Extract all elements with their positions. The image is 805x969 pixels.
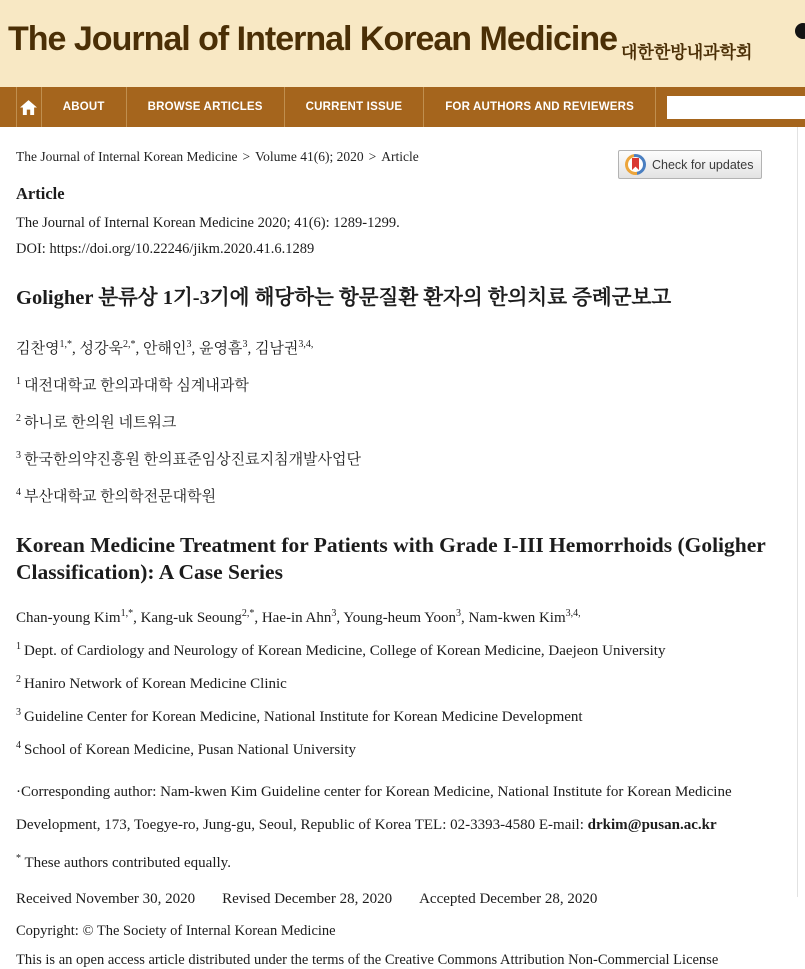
doi-prefix: DOI: [16,241,50,257]
article-type-label: Article [16,184,65,203]
revised-date: Revised December 28, 2020 [222,890,393,907]
copyright-line: Copyright: © The Society of Internal Korean Medicine [16,922,336,939]
society-name: 대한한방내과학회 [621,43,753,62]
equal-contribution-note: * These authors contributed equally. [16,852,231,871]
journal-title: The Journal of Internal Korean Medicine [8,20,617,58]
affiliation-english: $^2$ Haniro Network of Korean Medicine Clinic [16,674,287,693]
email-link[interactable]: drkim@pusan.ac.kr [587,816,717,833]
author-separator: , [461,610,469,627]
author-separator: , [336,610,344,627]
authors-korean [16,337,789,358]
nav-search-area [655,87,805,127]
nav-item-for-authors-and-reviewers[interactable]: FOR AUTHORS AND REVIEWERS [423,87,655,127]
corresponding-author: ·Corresponding author: Nam-kwen Kim Guideline center for Korean Medicine, National Institute for Korean Medicine Development, 173, Toegye-ro, Jung-gu, Seoul, Republic of Korea TEL: 02-3393-4580 E-mail: drkim@pusan.ac.kr [16,784,732,833]
article-title-korean: Goligher 분류상 1기-3기에 해당하는 항문질환 환자의 한의치료 증례군보고 [16,287,672,309]
site-header [0,0,805,87]
author-name: 김남권$^{3,4,}$ [254,338,314,357]
author-name: Nam-kwen Kim$^{3,4,}$ [468,608,581,627]
article-dates [16,891,789,908]
author-separator: , [254,610,262,627]
affiliation-english: $^1$ Dept. of Cardiology and Neurology of Korean Medicine, College of Korean Medicine, Daejeon University [16,641,666,660]
affiliation-korean: $^2$ 하니로 한의원 네트워크 [16,412,177,431]
affiliation-korean: $^4$ 부산대학교 한의학전문대학원 [16,486,217,505]
breadcrumb-journal-link[interactable]: The Journal of Internal Korean Medicine [16,149,238,164]
breadcrumb-volume-link[interactable]: Volume 41(6); 2020 [255,149,364,164]
accepted-date: Accepted December 28, 2020 [419,890,598,907]
home-icon [20,100,37,115]
breadcrumb-separator: > [368,149,377,164]
main-nav [0,87,805,127]
article-title-english: Korean Medicine Treatment for Patients with Grade I-III Hemorrhoids (Goligher Classification): A Case Series [16,532,766,584]
article-content [0,127,805,969]
affiliation-english: $^4$ School of Korean Medicine, Pusan National University [16,740,357,759]
check-for-updates-label: Check for updates [652,157,754,172]
content-right-border [797,127,798,897]
affiliation-korean: $^1$ 대전대학교 한의과대학 심계내과학 [16,375,249,394]
author-name: 윤영흠$^3$ [198,338,248,357]
authors-english [16,610,789,627]
received-date: Received November 30, 2020 [16,890,196,907]
doi-link[interactable]: https://doi.org/10.22246/jikm.2020.41.6.1289 [49,241,315,257]
crossmark-icon [625,154,646,175]
author-name: Kang-uk Seoung$^{2,*}$ [140,608,255,627]
home-button[interactable] [16,87,41,127]
search-input[interactable] [667,96,805,119]
author-separator: , [247,340,255,357]
edge-partial-icon [795,23,805,39]
author-name: 성강욱$^{2,*}$ [79,338,136,357]
check-for-updates-button[interactable] [618,150,762,179]
author-separator: , [135,340,143,357]
breadcrumb-separator: > [242,149,251,164]
affiliation-english: $^3$ Guideline Center for Korean Medicine, National Institute for Korean Medicine Development [16,707,583,726]
author-name: Hae-in Ahn$^3$ [261,608,337,627]
author-name: Young-heum Yoon$^3$ [343,608,462,627]
doi-line [16,241,789,258]
author-name: 김찬영$^{1,*}$ [16,338,72,357]
nav-item-current-issue[interactable]: CURRENT ISSUE [284,87,424,127]
affiliation-korean: $^3$ 한국한의약진흥원 한의표준임상진료지침개발사업단 [16,449,362,468]
author-name: Chan-young Kim$^{1,*}$ [16,608,134,627]
breadcrumb-current-page: Article [381,149,419,164]
nav-item-browse-articles[interactable]: BROWSE ARTICLES [126,87,284,127]
citation-line: The Journal of Internal Korean Medicine 2020; 41(6): 1289-1299. [16,215,400,231]
author-name: 안해인$^3$ [142,338,192,357]
license-line: This is an open access article distributed under the terms of the Creative Commons Attribution Non-Commercial License [16,951,719,968]
author-separator: , [191,340,199,357]
author-separator: , [71,340,80,357]
author-separator: , [133,610,141,627]
nav-item-about[interactable]: ABOUT [41,87,126,127]
